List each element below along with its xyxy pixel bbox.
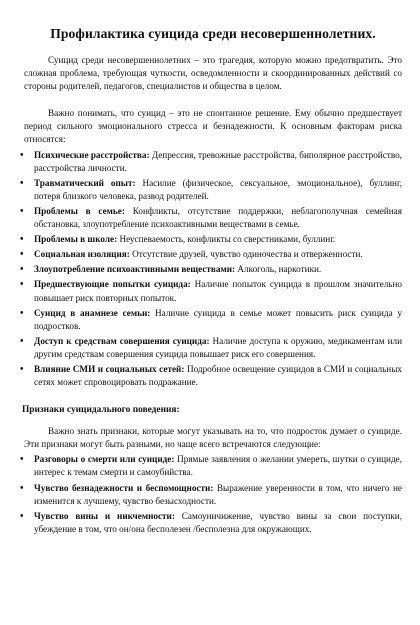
sign-text: Выражение уверенности в том, что ничего не изменится к лучшему, чувство безысходности. xyxy=(34,482,402,506)
risk-text: Наличие суицида в семье может повысить риск суицида у подростков. xyxy=(34,307,402,331)
risk-term: Травматический опыт: xyxy=(34,177,136,188)
risk-term: Психические расстройства: xyxy=(34,149,150,160)
list-item xyxy=(18,482,402,508)
list-item xyxy=(18,363,402,389)
sign-text: Самоуничижение, чувство вины за свои поступки, убеждение в том, что он/она бесполезен /бесполезна для окружающих. xyxy=(34,510,402,534)
signs-intro-paragraph: Важно знать признаки, которые могут указывать на то, что подросток думает о суициде. Эти признаки могут быть разными, но чаще всего встречаются следующие: xyxy=(24,426,402,450)
risk-text: Наличие доступа к оружию, медикаментам или другим средствам совершения суицида повышает риск его совершения. xyxy=(34,335,403,359)
sign-term: Чувство безнадежности и беспомощности: xyxy=(34,482,214,493)
list-item xyxy=(18,149,402,175)
list-item xyxy=(18,510,402,536)
risk-text: Конфликты, отсутствие поддержки, неблагополучная семейная обстановка, злоупотребление психоактивными веществами в семье. xyxy=(34,205,402,230)
risk-term: Злоупотребление психоактивными веществами: xyxy=(34,264,236,275)
risk-text: Алкоголь, наркотики. xyxy=(235,264,322,275)
list-item xyxy=(18,248,402,261)
risk-text: Неуспеваемость, конфликты со сверстниками, буллинг. xyxy=(117,234,336,245)
list-item xyxy=(18,177,402,203)
risk-term: Доступ к средствам совершения суицида: xyxy=(34,335,210,346)
list-item xyxy=(18,307,402,333)
sign-term: Разговоры о смерти или суициде: xyxy=(34,454,175,465)
risk-factors-list xyxy=(18,149,408,390)
risk-term: Влияние СМИ и социальных сетей: xyxy=(34,363,185,374)
risk-text: Насилие (физическое, сексуальное, эмоциональное), буллинг, потеря близкого человека, развод родителей. xyxy=(34,177,402,201)
sign-text: Прямые заявления о желании умереть, шутки о суициде, интерес к темам смерти и самоубийства. xyxy=(34,454,403,478)
sign-term: Чувство вины и никчемности: xyxy=(34,510,175,521)
document-title: Профилактика суицида среди несовершеннолетних. xyxy=(50,26,376,41)
signs-heading: Признаки суицидального поведения: xyxy=(22,405,180,416)
list-item xyxy=(18,335,402,361)
risk-text: Подробное освещение суицидов в СМИ и социальных сетях может спровоцировать подражание. xyxy=(34,363,402,388)
risk-term: Проблемы в школе: xyxy=(34,234,118,245)
list-item xyxy=(18,205,402,231)
list-item xyxy=(18,278,402,304)
risk-text: Наличие попыток суицида в прошлом значительно повышает риск повторных попыток. xyxy=(34,279,402,303)
list-item xyxy=(18,453,402,479)
risk-text: Отсутствие друзей, чувство одиночества и отверженности. xyxy=(129,249,363,260)
risk-text: Депрессия, тревожные расстройства, биполярное расстройство, расстройства личности. xyxy=(34,149,402,173)
intro-paragraph: Суицид среди несовершеннолетних – это трагедия, которую можно предотвратить. Это сложная проблема, требующая чуткости, осведомленности и скоординированных действий со стороны родителей, педагогов, специалистов и общества в целом. xyxy=(24,55,402,92)
risk-term: Суицид в анамнезе семьи: xyxy=(34,307,151,318)
list-item xyxy=(18,263,402,276)
signs-list xyxy=(18,453,408,536)
list-item xyxy=(18,233,402,246)
risk-term: Проблемы в семье: xyxy=(34,205,125,216)
risk-term: Предшествующие попытки суицида: xyxy=(34,279,191,290)
risk-term: Социальная изоляция: xyxy=(34,249,130,260)
risk-intro-paragraph: Важно понимать, что суицид – это не спонтанное решение. Ему обычно предшествует период сильного эмоционального стресса и безнадежности. К основным факторам риска относятся: xyxy=(24,108,402,145)
